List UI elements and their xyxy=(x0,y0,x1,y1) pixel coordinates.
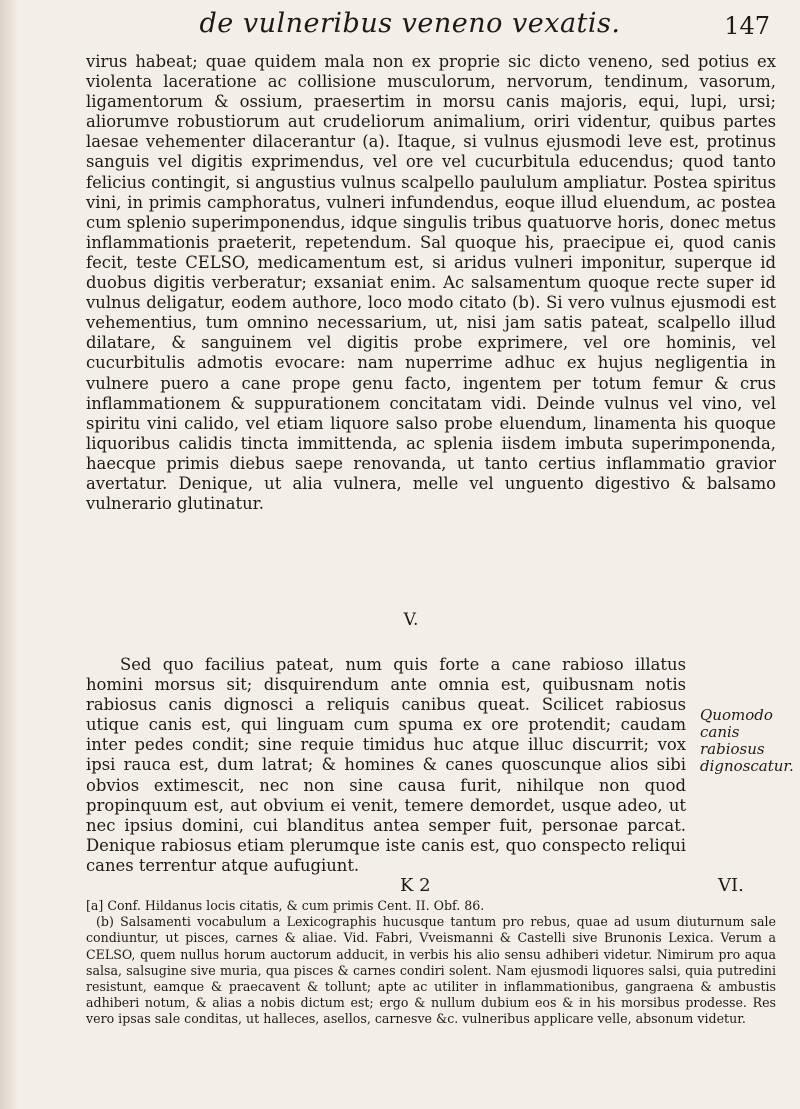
page-number: 147 xyxy=(724,12,770,40)
footnotes xyxy=(86,898,776,1028)
catchword: VI. xyxy=(718,875,744,896)
section-paragraph: Sed quo facilius pateat, num quis forte a cane rabioso illatus homini morsus sit; disquirendum ante omnia est, quibusnam notis rabiosus canis dignosci a reliquis canibus queat. Scilicet rabiosus utique canis est, qui linguam cum spuma ex ore protendit; caudam inter pedes condit; sine requie timidus huc atque illuc discurrit; vox ipsi rauca est, dum latrat; & homines & canes quoscunque alios sibi obvios extimescit, nec non sine causa furit, nihilque non quod propinquum est, aut obvium ei venit, temere demordet, usque adeo, ut nec ipsius domini, cui blanditus antea semper fuit, personae parcat. Denique rabiosus etiam plerumque iste canis est, quo conspecto reliqui canes terrentur atque aufugiunt. xyxy=(86,655,686,875)
running-head: de vulneribus veneno vexatis. xyxy=(199,8,621,39)
page-header xyxy=(90,8,770,48)
paragraph-continuation: virus habeat; quae quidem mala non ex proprie sic dicto veneno, sed potius ex violenta laceratione ac collisione musculorum, nervorum, tendinum, vasorum, ligamentorum & ossium, praesertim in morsu canis majoris, equi, lupi, ursi; aliorumve robustiorum aut crudeliorum animalium, oriri videntur, quibus partes laesae vehementer dilacerantur (a). Itaque, si vulnus ejusmodi leve est, protinus sanguis vel digitis exprimendus, vel ore vel cucurbitula educendus; quod tanto felicius contingit, si angustius vulnus scalpello paululum ampliatur. Postea spiritus vini, in primis camphoratus, vulneri infundendus, eoque illud eluendum, ac postea cum splenio superimponendus, idque singulis tribus quatuorve horis, donec metus inflammationis praeterit, repetendum. Sal quoque his, praecipue ei, quod canis fecit, teste CELSO, medicamentum est, si aridus vulneri imponitur, superque id duobus digitis verberatur; exsaniat enim. Ac salsamentum quoque recte super id vulnus deligatur, eodem authore, loco modo citato (b). Si vero vulnus ejusmodi est vehementius, tum omnino necessarium, ut, nisi jam satis pateat, scalpello illud dilatare, & sanguinem vel digitis probe exprimere, vel ore hominis, vel cucurbitulis admotis evocare: nam nuperrime adhuc ex hujus negligentia in vulnere puero a cane prope genu facto, ingentem per totum femur & crus inflammationem & suppurationem concitatam vidi. Deinde vulnus vel vino, vel spiritu vini calido, vel etiam liquore salso probe eluendum, linamenta his quoque liquoribus calidis tincta immittenda, ac splenia iisdem imbuta superimponenda, haecque primis diebus saepe renovanda, ut tanto certius inflammatio gravior avertatur. Denique, ut alia vulnera, melle vel unguento digestivo & balsamo vulnerario glutinatur. xyxy=(86,52,776,514)
page-gutter-shadow xyxy=(0,0,18,1109)
footnote-b: (b) Salsamenti vocabulum a Lexicographis hucusque tantum pro rebus, quae ad usum diuturnum sale condiuntur, ut pisces, carnes & aliae. Vid. Fabri, Vveismanni & Castelli sive Brunonis Lexica. Verum a CELSO, quem nullus horum auctorum adducit, in verbis his alio sensu adhiberi videtur. Nimirum pro aqua salsa, salsugine sive muria, qua pisces & carnes condiri solent. Nam ejusmodi liquores salsi, quia putredini resistunt, eamque & praecavent & tollunt; apte ac utiliter in inflammationibus, gangraena & ambustis adhiberi notum, & alias a nobis dictum est; ergo & nullum dubium eos & in his morsibus prodesse. Res vero ipsas sale conditas, ut halleces, asellos, carnesve &c. vulneribus applicare velle, absonum videtur. xyxy=(86,914,776,1027)
section-heading: V. xyxy=(403,610,419,630)
main-text-block xyxy=(86,52,776,514)
marginal-note: Quomodo canis rabiosus dignoscatur. xyxy=(700,706,794,775)
signature-mark: K 2 xyxy=(400,875,431,896)
footnote-a: [a] Conf. Hildanus locis citatis, & cum primis Cent. II. Obf. 86. xyxy=(86,898,485,913)
section-text-block xyxy=(86,655,686,876)
